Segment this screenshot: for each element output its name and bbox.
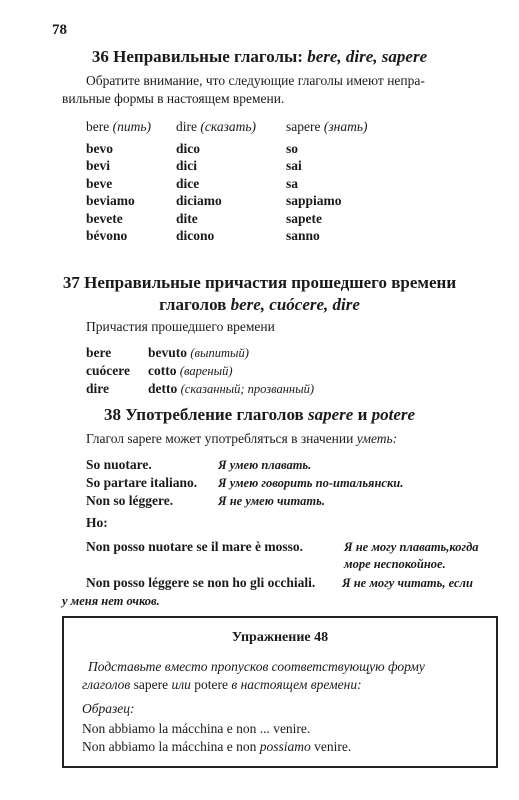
section-37-title-verbs: bere, cuócere, dire [230, 295, 360, 314]
verb-form: sai [286, 158, 302, 173]
verb-infinitive: sapere [286, 119, 321, 134]
exercise-line-2-answer: possiamo [259, 739, 311, 754]
section-38-title-verb2: potere [371, 405, 416, 424]
verb-column-dire [176, 118, 256, 245]
example-potere-1: Non posso nuotare se il mare è mosso. [86, 539, 304, 554]
exercise-instr-verb2: potere [194, 677, 228, 692]
section-38-title [0, 404, 519, 425]
exercise-line-2 [82, 738, 351, 756]
verb-form: sapete [286, 210, 322, 226]
participle-form [148, 344, 249, 362]
but-label: Но: [86, 515, 108, 530]
verb-form: sappiamo [286, 193, 342, 208]
exercise-instruction-line2 [82, 676, 362, 694]
verb-form: dite [176, 210, 198, 226]
verb-form: dicono [176, 228, 215, 243]
section-38-intro-text: Глагол sapere может употребляться в значении [86, 431, 357, 446]
example-potere-2-translation-2: у меня нет очков. [62, 594, 160, 608]
verb-column-head [286, 118, 367, 136]
section-37-title-line2 [0, 294, 519, 315]
section-36-title-verbs: bere, dire, sapere [307, 47, 428, 66]
example-russian: Я умею плавать. [218, 458, 312, 472]
exercise-title: Упражнение 48 [231, 630, 329, 645]
section-37-title-prefix: глаголов [159, 295, 231, 314]
exercise-line-2-a: Non abbiamo la mácchina e non [82, 739, 260, 754]
verb-form: diciamo [176, 193, 222, 208]
verb-form: bévono [86, 228, 128, 243]
verb-form: bevi [86, 158, 111, 173]
exercise-line-1: Non abbiamo la mácchina e non ... venire. [82, 721, 311, 736]
example-italian: Non so léggere. [86, 493, 174, 508]
exercise-box [62, 616, 498, 768]
verb-translation: (знать) [323, 119, 368, 134]
section-38-title-text: 38 Употребление глаголов [103, 405, 308, 424]
participle-verb: bere [86, 345, 112, 360]
example-italian: So partare italiano. [86, 475, 198, 490]
example-potere-2-translation-1: Я не могу читать, если [342, 576, 473, 590]
example-russian: Я не умею читать. [218, 494, 325, 508]
exercise-instr-text-c: в настоящем времени: [227, 677, 362, 692]
exercise-instr-text-b: или [168, 677, 195, 692]
verb-form: so [286, 140, 299, 156]
participle-verb: cuócere [86, 363, 130, 378]
example-potere-1-translation-2: море неспокойное. [344, 557, 446, 571]
exercise-instruction-line1: Подставьте вместо пропусков соответствующую форму [88, 659, 425, 674]
verb-translation: (сказать) [200, 119, 256, 134]
verb-form: bevo [86, 140, 113, 156]
verb-form: beviamo [86, 193, 135, 208]
exercise-line-2-c: venire. [310, 739, 352, 754]
verb-form: dico [176, 140, 201, 156]
section-36-intro-line1: Обратите внимание, что следующие глаголы имеют непра- [86, 73, 425, 88]
participle-form [148, 380, 314, 398]
example-italian: So nuotare. [86, 457, 152, 472]
participle-translation: (выпитый) [190, 346, 249, 360]
section-38-title-verb1: sapere [307, 405, 354, 424]
verb-column-sapere [286, 118, 367, 245]
section-38-intro-word: уметь: [356, 431, 398, 446]
example-potere-1-translation-1: Я не могу плавать,когда [344, 540, 479, 554]
participle-word: detto [148, 381, 178, 396]
verb-column-head [86, 118, 151, 136]
example-russian: Я умею говорить по-итальянски. [218, 476, 404, 490]
participle-translation: (сказанный; прозванный) [180, 382, 314, 396]
participle-word: bevuto [148, 345, 188, 360]
exercise-instr-verb1: sapere [133, 677, 169, 692]
verb-form: sa [286, 175, 299, 191]
participle-verb: dire [86, 381, 109, 396]
verb-translation: (пить) [112, 119, 151, 134]
section-37-intro: Причастия прошедшего времени [86, 319, 275, 334]
verb-column-bere [86, 118, 151, 245]
verb-form: bevete [86, 210, 123, 226]
verb-infinitive: dire [176, 119, 197, 134]
participle-translation: (вареный) [179, 364, 233, 378]
verb-infinitive: bere [86, 119, 110, 134]
section-36-title-text: 36 Неправильные глаголы: [91, 47, 308, 66]
section-38-intro [86, 430, 397, 448]
section-38-title-and: и [353, 405, 372, 424]
participle-form [148, 362, 233, 380]
verb-column-head [176, 118, 256, 136]
section-36-intro-line2: вильные формы в настоящем времени. [62, 91, 285, 106]
section-36-title [0, 46, 519, 67]
verb-form: dici [176, 158, 198, 173]
exercise-instr-text-a: глаголов [82, 677, 134, 692]
verb-form: dice [176, 175, 200, 191]
participle-word: cotto [148, 363, 177, 378]
section-37-title-line1: 37 Неправильные причастия прошедшего времени [62, 273, 457, 292]
page-number: 78 [52, 22, 67, 38]
example-potere-2: Non posso léggere se non ho gli occhiali. [86, 575, 316, 590]
verb-form: beve [86, 175, 113, 191]
exercise-sample-label: Образец: [82, 701, 135, 716]
verb-form: sanno [286, 228, 320, 243]
